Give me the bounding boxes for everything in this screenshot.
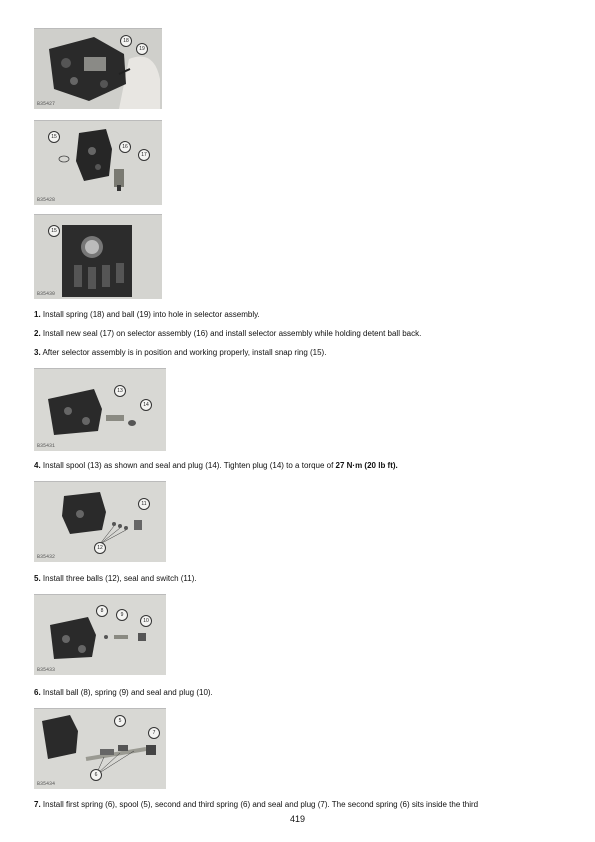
step-2: 2. Install new seal (17) on selector assembly (16) and install selector assembly while holding detent ball back. bbox=[34, 329, 422, 338]
callout-15: 15 bbox=[48, 225, 60, 237]
callout-14: 14 bbox=[140, 399, 152, 411]
figure-b35427 bbox=[34, 28, 162, 109]
figure-b35431 bbox=[34, 368, 166, 451]
figure-b35432 bbox=[34, 481, 166, 562]
page-number: 419 bbox=[289, 814, 306, 824]
figure-id: B35431 bbox=[37, 443, 56, 449]
callout-16: 16 bbox=[119, 141, 131, 153]
step-6: 6. Install ball (8), spring (9) and seal and plug (10). bbox=[34, 688, 213, 697]
step-5: 5. Install three balls (12), seal and switch (11). bbox=[34, 574, 197, 583]
figure-id: B35434 bbox=[37, 781, 56, 787]
figure-id: B35428 bbox=[37, 197, 56, 203]
figure-id: B35433 bbox=[37, 667, 56, 673]
figure-id: B35432 bbox=[37, 554, 56, 560]
callout-13: 13 bbox=[114, 385, 126, 397]
callout-10: 10 bbox=[140, 615, 152, 627]
callout-5: 5 bbox=[114, 715, 126, 727]
callout-18: 18 bbox=[120, 35, 132, 47]
figure-id: B35430 bbox=[37, 291, 56, 297]
figure-id: B35427 bbox=[37, 101, 56, 107]
callout-7: 7 bbox=[148, 727, 160, 739]
callout-12: 12 bbox=[94, 542, 106, 554]
callout-6: 6 bbox=[90, 769, 102, 781]
figure-b35428 bbox=[34, 120, 162, 205]
callout-19: 19 bbox=[136, 43, 148, 55]
callout-9: 9 bbox=[116, 609, 128, 621]
step-4: 4. Install spool (13) as shown and seal and plug (14). Tighten plug (14) to a torque of 27 N·m (20 lb ft). bbox=[34, 461, 398, 470]
valve-photo bbox=[34, 29, 162, 109]
callout-15: 15 bbox=[48, 131, 60, 143]
callout-17: 17 bbox=[138, 149, 150, 161]
callout-8: 8 bbox=[96, 605, 108, 617]
step-1: 1. Install spring (18) and ball (19) into hole in selector assembly. bbox=[34, 310, 260, 319]
figure-b35434 bbox=[34, 708, 166, 789]
step-7: 7. Install first spring (6), spool (5), second and third spring (6) and seal and plug (7). The second spring (6) sits inside the third bbox=[34, 800, 479, 809]
figure-b35430 bbox=[34, 214, 162, 299]
callout-11: 11 bbox=[138, 498, 150, 510]
figure-b35433 bbox=[34, 594, 166, 675]
step-3: 3. After selector assembly is in position and working properly, install snap ring (15). bbox=[34, 348, 327, 357]
